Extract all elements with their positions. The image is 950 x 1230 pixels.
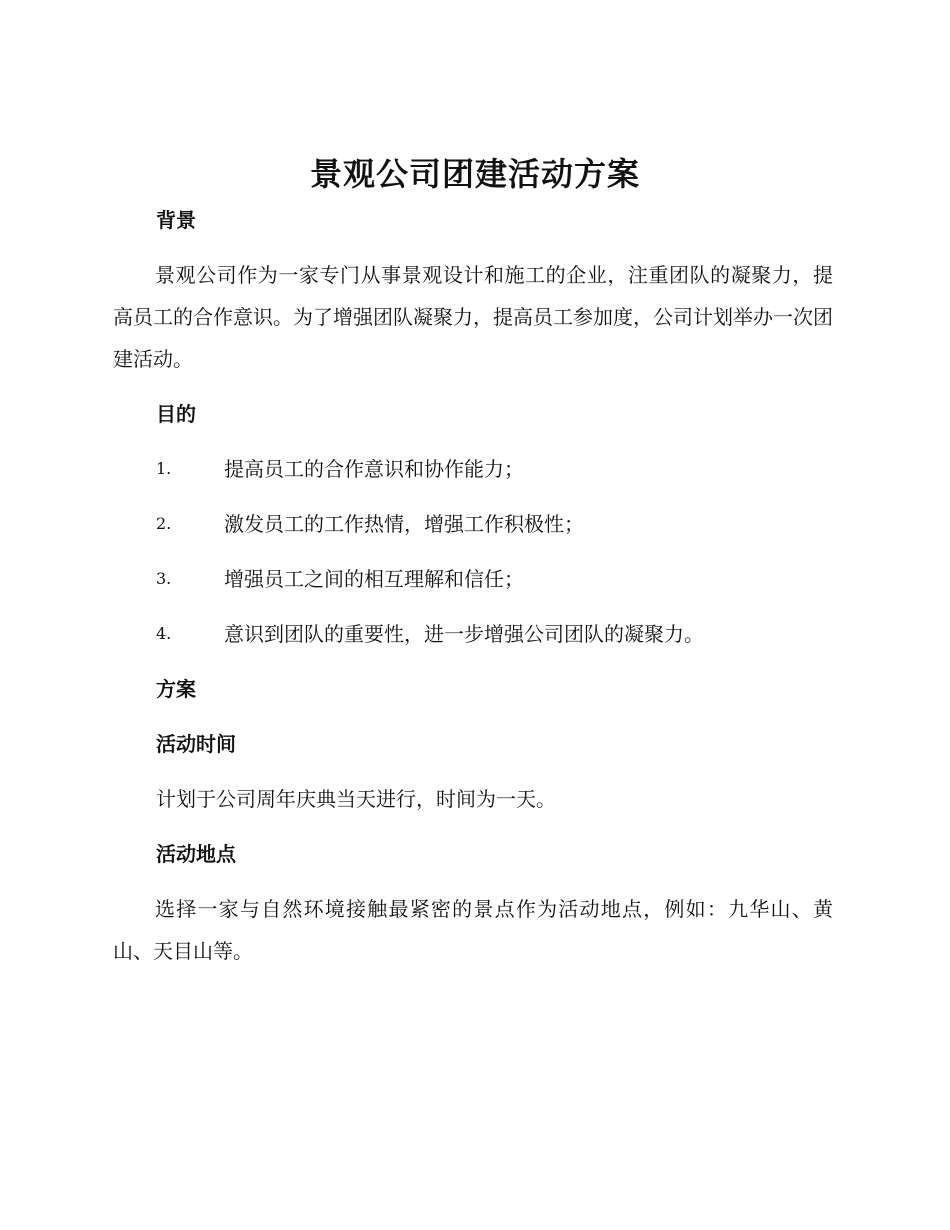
- section-heading-purpose: 目的: [156, 402, 196, 426]
- time-paragraph: 计划于公司周年庆典当天进行，时间为一天。: [156, 787, 556, 811]
- section-heading-background: 背景: [156, 208, 196, 232]
- background-paragraph: 景观公司作为一家专门从事景观设计和施工的企业，注重团队的凝聚力，提高员工的合作意识。为了增强团队凝聚力，提高员工参加度，公司计划举办一次团建活动。: [113, 263, 833, 371]
- list-item: [156, 620, 704, 648]
- list-item-text: 增强员工之间的相互理解和信任；: [224, 567, 524, 591]
- document-title: 景观公司团建活动方案: [309, 155, 640, 193]
- location-paragraph: 选择一家与自然环境接触最紧密的景点作为活动地点，例如：九华山、黄山、天目山等。: [113, 897, 833, 963]
- list-item-number: 1.: [156, 459, 172, 478]
- list-item-text: 提高员工的合作意识和协作能力；: [224, 457, 524, 481]
- list-item: [156, 455, 524, 483]
- list-item-number: 3.: [156, 569, 172, 588]
- subsection-heading-time: 活动时间: [156, 732, 236, 756]
- list-item-text: 激发员工的工作热情，增强工作积极性；: [224, 512, 584, 536]
- subsection-heading-location: 活动地点: [156, 842, 236, 866]
- list-item-text: 意识到团队的重要性，进一步增强公司团队的凝聚力。: [224, 622, 704, 646]
- list-item-number: 2.: [156, 514, 172, 533]
- section-heading-plan: 方案: [156, 677, 196, 701]
- list-item: [156, 510, 584, 538]
- list-item-number: 4.: [156, 624, 172, 643]
- list-item: [156, 565, 524, 593]
